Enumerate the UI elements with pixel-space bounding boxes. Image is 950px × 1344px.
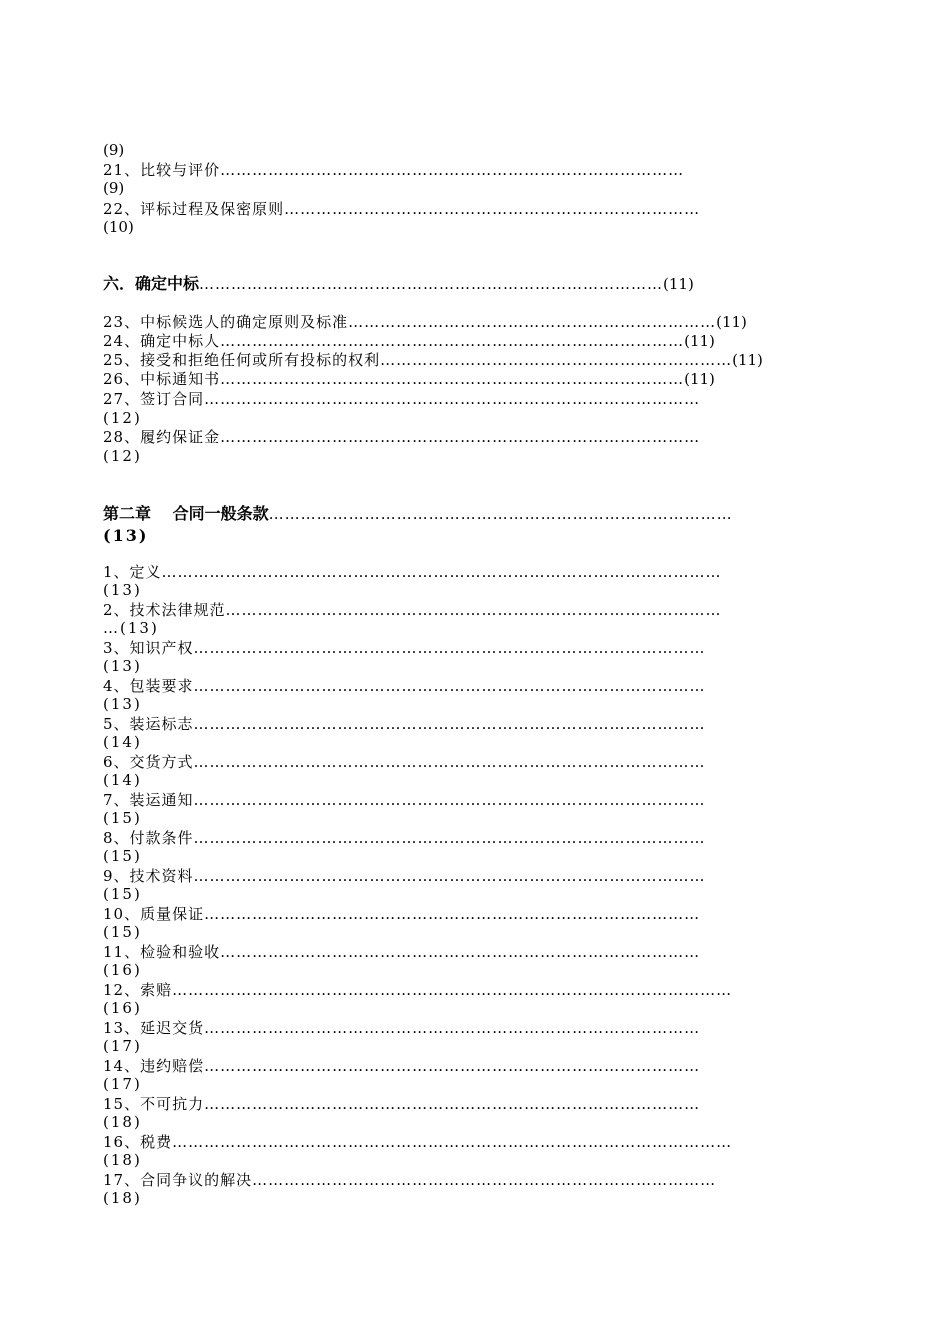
toc-page-number: (17): [103, 1075, 142, 1093]
toc-entry-title: 9、技术资料: [103, 867, 194, 885]
toc-page-number: (18): [103, 1189, 142, 1207]
toc-leader-dots: …………………………………………………………………………………: [225, 601, 722, 619]
toc-page-number: …(13): [103, 619, 159, 637]
toc-leader-dots: …………………………………………………………………………………: [204, 905, 701, 923]
toc-leader-dots: ……………………………………………………………………………: [220, 370, 685, 388]
toc-page-number: (12): [103, 409, 142, 427]
toc-leader-dots: ……………………………………………………………: [348, 313, 717, 331]
toc-page-number: (14): [103, 771, 142, 789]
toc-entry-page: [103, 808, 811, 828]
toc-section-heading: [103, 274, 811, 294]
toc-entry-title: 8、付款条件: [103, 829, 194, 847]
toc-entry-title: 24、确定中标人: [103, 332, 221, 350]
toc-entry-page: [103, 846, 811, 866]
toc-entry: [103, 752, 811, 772]
toc-entry-title: 3、知识产权: [103, 639, 194, 657]
toc-entry-title: 14、违约赔偿: [103, 1057, 205, 1075]
toc-leader-dots: ……………………………………………………………………: [284, 200, 701, 218]
toc-leader-dots: ……………………………………………………………………………: [220, 332, 685, 350]
toc-section-title: 六．确定中标: [103, 274, 200, 293]
toc-entry-page: [103, 1074, 811, 1094]
toc-entry: [103, 790, 811, 810]
toc-page-number: (9): [103, 179, 125, 197]
toc-leader-dots: ……………………………………………………………………………………: [193, 639, 706, 657]
toc-entry-page: [103, 1188, 811, 1208]
toc-chapter-page: [103, 526, 811, 546]
toc-entry: [103, 980, 811, 1000]
toc-entry-title: 5、装运标志: [103, 715, 194, 733]
toc-page-number: (11): [684, 332, 715, 350]
toc-entry-page: [103, 446, 811, 466]
toc-entry-title: 27、签订合同: [103, 390, 205, 408]
toc-page-number: (13): [103, 526, 149, 545]
toc-leader-dots: …………………………………………………………………………………: [204, 1095, 701, 1113]
toc-page-number: (14): [103, 733, 142, 751]
toc-page-number: (11): [684, 370, 715, 388]
toc-entry-page: [103, 998, 811, 1018]
toc-entry-title: 17、合同争议的解决: [103, 1171, 253, 1189]
toc-leader-dots: ………………………………………………………………………………: [220, 943, 701, 961]
toc-entry: [103, 331, 811, 351]
toc-leader-dots: …………………………………………………………: [380, 351, 733, 369]
toc-page-number: (11): [732, 351, 763, 369]
toc-entry: [103, 1056, 811, 1076]
toc-entry-page: [103, 656, 811, 676]
toc-entry-title: 7、装运通知: [103, 791, 194, 809]
toc-page-number: (15): [103, 809, 142, 827]
toc-entry-title: 15、不可抗力: [103, 1095, 205, 1113]
toc-entry: [103, 1018, 811, 1038]
toc-page-number: (13): [103, 695, 142, 713]
toc-entry-title: 13、延迟交货: [103, 1019, 205, 1037]
toc-entry-title: 23、中标候选人的确定原则及标准: [103, 313, 349, 331]
toc-entry: [103, 828, 811, 848]
toc-entry-title: 11、检验和验收: [103, 943, 221, 961]
toc-entry-title: 16、税费: [103, 1133, 173, 1151]
toc-entry-title: 2、技术法律规范: [103, 601, 226, 619]
toc-entry-title: 22、评标过程及保密原则: [103, 200, 285, 218]
toc-entry: [103, 427, 811, 447]
toc-leader-dots: …………………………………………………………………………………: [204, 1057, 701, 1075]
toc-leader-dots: ……………………………………………………………………………………: [193, 753, 706, 771]
toc-leader-dots: …………………………………………………………………………………: [204, 1019, 701, 1037]
toc-page-number: (18): [103, 1113, 142, 1131]
toc-entry-page: [103, 922, 811, 942]
toc-leader-dots: ……………………………………………………………………………………: [193, 867, 706, 885]
toc-entry: [103, 676, 811, 696]
toc-entry: [103, 160, 811, 180]
toc-entry-page: [103, 960, 811, 980]
toc-leader-dots: ……………………………………………………………………………………: [193, 677, 706, 695]
toc-entry-page: [103, 408, 811, 428]
toc-entry-title: 21、比较与评价: [103, 161, 221, 179]
toc-entry-page: [103, 178, 811, 198]
toc-entry: [103, 199, 811, 219]
toc-entry: [103, 1170, 811, 1190]
toc-page-number: (13): [103, 581, 142, 599]
toc-page-number: (16): [103, 961, 142, 979]
toc-entry: [103, 562, 811, 582]
toc-leader-dots: ……………………………………………………………………………: [199, 275, 664, 293]
toc-leader-dots: ……………………………………………………………………………: [252, 1171, 717, 1189]
toc-page-number: (15): [103, 885, 142, 903]
toc-page-number: (18): [103, 1151, 142, 1169]
toc-leader-dots: ………………………………………………………………………………: [220, 428, 701, 446]
toc-page-number: (15): [103, 923, 142, 941]
toc-page-number: (16): [103, 999, 142, 1017]
toc-page-number: (9): [103, 141, 125, 159]
toc-leader-dots: ……………………………………………………………………………………………: [161, 563, 722, 581]
toc-entry-title: 26、中标通知书: [103, 370, 221, 388]
toc-leader-dots: ……………………………………………………………………………: [268, 505, 733, 523]
toc-entry-page: [103, 732, 811, 752]
toc-page-number: (12): [103, 447, 142, 465]
toc-entry-page: [103, 694, 811, 714]
toc-entry: [103, 389, 811, 409]
toc-page-number: (15): [103, 847, 142, 865]
toc-entry-title: 12、索赔: [103, 981, 173, 999]
toc-entry: [103, 866, 811, 886]
toc-chapter-title: 第二章 合同一般条款: [103, 504, 269, 523]
toc-entry-title: 25、接受和拒绝任何或所有投标的权利: [103, 351, 381, 369]
toc-page-number: (17): [103, 1037, 142, 1055]
toc-entry: [103, 638, 811, 658]
toc-entry-page: [103, 1036, 811, 1056]
toc-leader-dots: ……………………………………………………………………………………: [193, 715, 706, 733]
toc-leader-dots: …………………………………………………………………………………: [204, 390, 701, 408]
toc-leader-dots: ……………………………………………………………………………………………: [172, 1133, 733, 1151]
toc-entry-page: [103, 1112, 811, 1132]
toc-entry: [103, 600, 811, 620]
toc-entry-page: [103, 884, 811, 904]
toc-entry: [103, 714, 811, 734]
toc-entry-page: [103, 1150, 811, 1170]
toc-entry: [103, 904, 811, 924]
toc-leader-dots: ……………………………………………………………………………: [220, 161, 685, 179]
toc-entry: [103, 312, 811, 332]
toc-entry: [103, 1094, 811, 1114]
toc-continuation-page: [103, 140, 811, 160]
toc-page-number: (11): [663, 275, 694, 293]
toc-entry-page: [103, 770, 811, 790]
toc-entry-page: [103, 580, 811, 600]
toc-leader-dots: ……………………………………………………………………………………………: [172, 981, 733, 999]
toc-leader-dots: ……………………………………………………………………………………: [193, 829, 706, 847]
toc-entry-title: 28、履约保证金: [103, 428, 221, 446]
toc-chapter-heading: [103, 504, 811, 524]
toc-leader-dots: ……………………………………………………………………………………: [193, 791, 706, 809]
toc-entry: [103, 350, 811, 370]
toc-entry-title: 6、交货方式: [103, 753, 194, 771]
toc-entry-title: 10、质量保证: [103, 905, 205, 923]
toc-entry: [103, 1132, 811, 1152]
toc-page-number: (13): [103, 657, 142, 675]
toc-page-number: (11): [716, 313, 747, 331]
toc-entry-page: [103, 618, 811, 638]
toc-page-number: (10): [103, 218, 134, 236]
toc-entry: [103, 942, 811, 962]
toc-entry-page: [103, 217, 811, 237]
toc-entry: [103, 369, 811, 389]
toc-entry-title: 1、定义: [103, 563, 162, 581]
toc-entry-title: 4、包装要求: [103, 677, 194, 695]
